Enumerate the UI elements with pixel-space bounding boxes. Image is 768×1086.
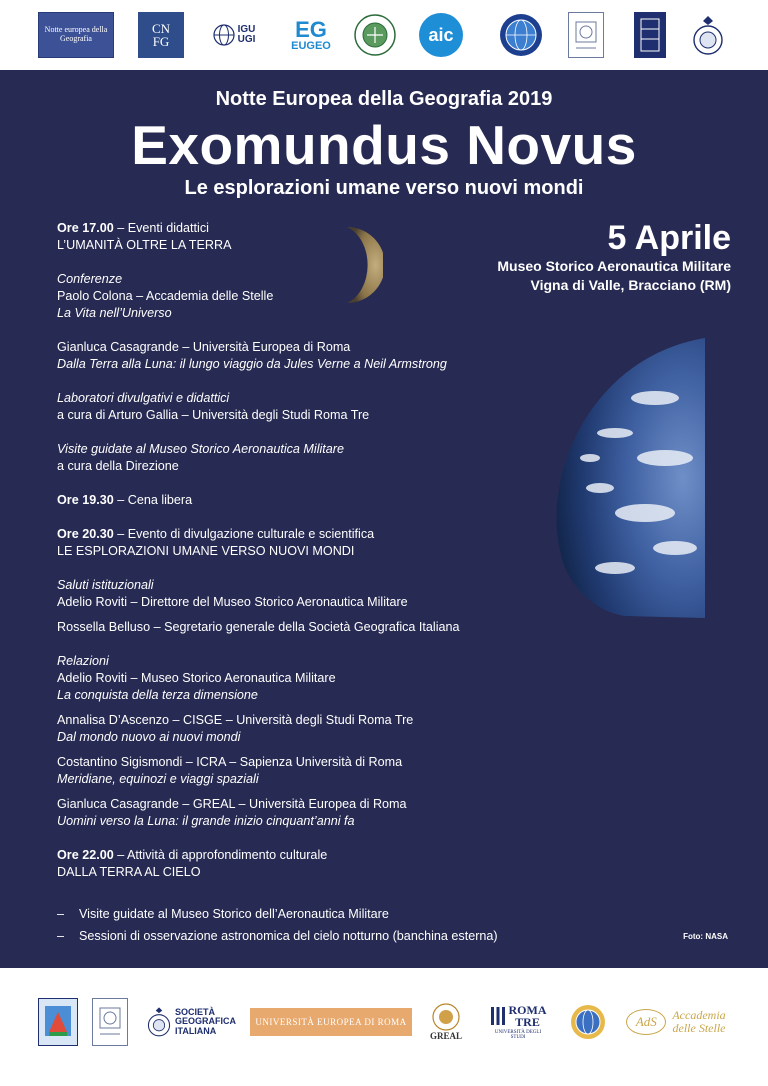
section-label: Relazioni <box>57 654 109 668</box>
session-time: Ore 20.30 <box>57 527 114 541</box>
venue-line-1: Museo Storico Aeronautica Militare <box>497 258 731 275</box>
program-list <box>57 220 557 881</box>
talk-title: Dal mondo nuovo ai nuovi mondi <box>57 730 241 744</box>
session-1-header: Ore 17.00 – Eventi didattici <box>57 221 209 235</box>
speaker-line: Adelio Roviti – Museo Storico Aeronautica Militare <box>57 671 336 685</box>
speaker-line: Paolo Colona – Accademia delle Stelle <box>57 289 274 303</box>
session-time: Ore 19.30 <box>57 493 114 507</box>
speaker-line: Gianluca Casagrande – Università Europea di Roma <box>57 340 351 354</box>
cisge-mark-icon <box>572 16 600 54</box>
section-label: Visite guidate al Museo Storico Aeronautica Militare <box>57 442 345 456</box>
speaker-line: Annalisa D’Ascenzo – CISGE – Università degli Studi Roma Tre <box>57 713 414 727</box>
cnfg-logo: CN FG <box>138 12 184 58</box>
cisge-footer-logo <box>92 998 128 1046</box>
world-globe-icon <box>499 13 543 57</box>
sgi-crest-icon <box>146 1002 172 1042</box>
globe-icon <box>213 24 235 46</box>
museo-aeronautica-logo <box>38 998 78 1046</box>
activity-bullets <box>57 903 498 947</box>
round-emblem-logo <box>352 12 398 58</box>
section-label: Conferenze <box>57 272 123 286</box>
session-title: L’UMANITÀ OLTRE LA TERRA <box>57 238 232 252</box>
aic-logo: aic <box>418 12 464 58</box>
cisge-mark-icon <box>96 1002 124 1042</box>
poster-subtitle: Le esplorazioni umane verso nuovi mondi <box>184 177 584 199</box>
greal-emblem-icon <box>432 1003 460 1031</box>
speaker-line: Gianluca Casagrande – GREAL – Università Europea di Roma <box>57 797 407 811</box>
notte-europea-logo: Notte europea della Geografia <box>38 12 114 58</box>
igu-ugi-logo: IGU UGI <box>205 12 263 58</box>
event-name: Notte Europea della Geografia 2019 <box>215 88 553 110</box>
talk-title: Dalla Terra alla Luna: il lungo viaggio da Jules Verne a Neil Armstrong <box>57 357 447 371</box>
speaker-line: Rossella Belluso – Segretario generale della Società Geografica Italiana <box>57 620 460 634</box>
speaker-line: Costantino Sigismondi – ICRA – Sapienza Università di Roma <box>57 755 403 769</box>
eugeo-logo: EG EUGEO <box>291 16 331 52</box>
societa-studi-geografici-logo <box>634 12 666 58</box>
globe-emblem-logo <box>498 12 544 58</box>
session-3-header: Ore 20.30 – Evento di divulgazione culturale e scientifica <box>57 527 375 541</box>
columns-icon <box>490 1005 506 1027</box>
session-time: Ore 17.00 <box>57 221 114 235</box>
photo-credit: Foto: NASA <box>683 932 728 941</box>
talk-title: Meridiane, equinozi e viaggi spaziali <box>57 772 259 786</box>
crest-icon <box>689 13 727 57</box>
aircraft-icon <box>41 1002 75 1042</box>
organizer-line: a cura della Direzione <box>57 459 179 473</box>
session-2-header: Ore 19.30 – Cena libera <box>57 493 193 507</box>
roma-tre-logo: ROMA TRE UNIVERSITÀ DEGLI STUDI <box>487 998 549 1046</box>
header-logo-band <box>0 0 768 70</box>
organizer-line: a cura di Arturo Gallia – Università degli Studi Roma Tre <box>57 408 370 422</box>
greal-logo: GREAL <box>428 998 464 1046</box>
session-4-header: Ore 22.00 – Attività di approfondimento culturale <box>57 848 328 862</box>
books-icon <box>638 15 662 55</box>
cisge-logo <box>568 12 604 58</box>
section-label: Saluti istituzionali <box>57 578 154 592</box>
talk-title: Uomini verso la Luna: il grande inizio cinquant’anni fa <box>57 814 355 828</box>
notte-globe-footer-logo <box>568 998 608 1046</box>
poster-panel <box>0 70 768 968</box>
world-globe-icon <box>570 1004 606 1040</box>
session-title: LE ESPLORAZIONI UMANE VERSO NUOVI MONDI <box>57 544 355 558</box>
section-label: Laboratori divulgativi e didattici <box>57 391 230 405</box>
sponsor-logo-band <box>0 968 768 1086</box>
universita-europea-logo: UNIVERSITÀ EUROPEA DI ROMA <box>250 1008 412 1036</box>
bullet-item: – Sessioni di osservazione astronomica del cielo notturno (banchina esterna) <box>57 929 498 943</box>
session-time: Ore 22.00 <box>57 848 114 862</box>
speaker-line: Adelio Roviti – Direttore del Museo Storico Aeronautica Militare <box>57 595 408 609</box>
talk-title: La conquista della terza dimensione <box>57 688 258 702</box>
ads-badge: AdS <box>626 1009 666 1035</box>
earth-image <box>545 338 705 618</box>
talk-title: La Vita nell’Universo <box>57 306 172 320</box>
event-date: 5 Aprile <box>607 219 731 257</box>
bullet-item: – Visite guidate al Museo Storico dell’Aeronautica Militare <box>57 907 389 921</box>
session-title: DALLA TERRA AL CIELO <box>57 865 201 879</box>
venue-line-2: Vigna di Valle, Bracciano (RM) <box>530 277 731 294</box>
poster-title: Exomundus Novus <box>131 114 637 176</box>
societa-geografica-italiana-logo: SOCIETÀ GEOGRAFICA ITALIANA <box>146 998 236 1046</box>
accademia-stelle-logo: AdS Accademia delle Stelle <box>620 998 732 1046</box>
emblem-icon <box>353 13 397 57</box>
crest-logo <box>688 12 728 58</box>
